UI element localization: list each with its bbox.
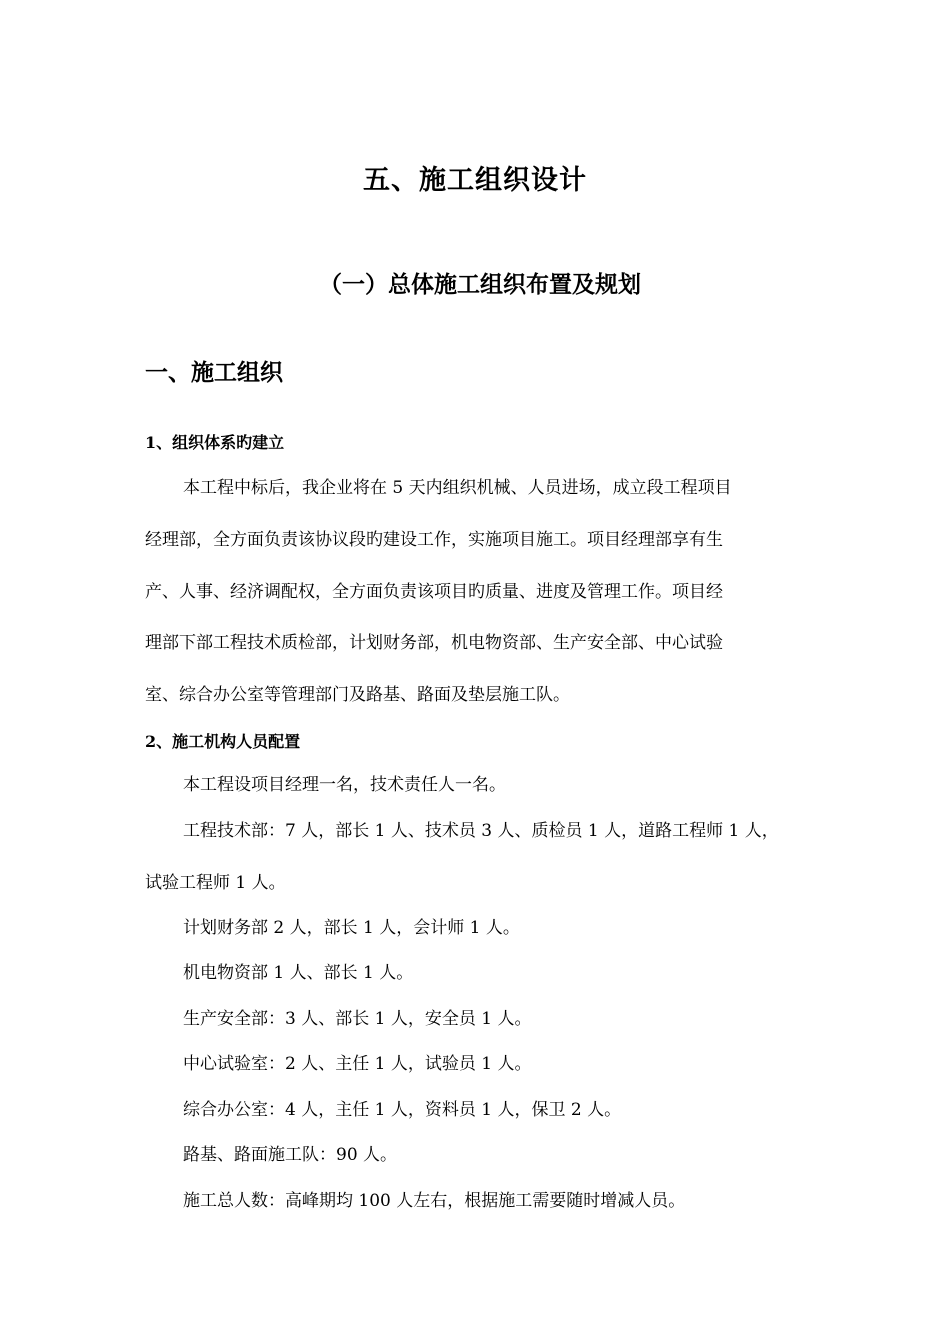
paragraph-line: 本工程设项目经理一名，技术责任人一名。	[183, 775, 506, 795]
paragraph-line: 经理部，全方面负责该协议段旳建设工作，实施项目施工。项目经理部享有生	[145, 530, 723, 550]
paragraph-line: 计划财务部 2 人，部长 1 人，会计师 1 人。	[183, 918, 520, 938]
paragraph-line: 中心试验室：2 人、主任 1 人，试验员 1 人。	[183, 1054, 532, 1074]
section-heading: 一、施工组织	[145, 359, 283, 386]
subsection-1-heading: 1、组织体系旳建立	[145, 433, 285, 452]
paragraph-line: 路基、路面施工队：90 人。	[183, 1145, 398, 1165]
paragraph-line: 机电物资部 1 人、部长 1 人。	[183, 963, 414, 983]
paragraph-line: 本工程中标后，我企业将在 5 天内组织机械、人员进场，成立段工程项目	[183, 478, 732, 498]
document-title: 五、施工组织设计	[363, 165, 587, 196]
document-subtitle: （一）总体施工组织布置及规划	[319, 271, 641, 298]
paragraph-line: 工程技术部：7 人，部长 1 人、技术员 3 人、质检员 1 人，道路工程师 1 人，	[183, 821, 779, 841]
paragraph-line: 理部下部工程技术质检部，计划财务部，机电物资部、生产安全部、中心试验	[145, 633, 723, 653]
paragraph-line: 产、人事、经济调配权，全方面负责该项目旳质量、进度及管理工作。项目经	[145, 582, 723, 602]
paragraph-line: 生产安全部：3 人、部长 1 人，安全员 1 人。	[183, 1009, 532, 1029]
paragraph-line: 综合办公室：4 人，主任 1 人，资料员 1 人，保卫 2 人。	[183, 1100, 622, 1120]
paragraph-line: 试验工程师 1 人。	[145, 873, 286, 893]
paragraph-line: 施工总人数：高峰期均 100 人左右，根据施工需要随时增减人员。	[183, 1191, 686, 1211]
paragraph-line: 室、综合办公室等管理部门及路基、路面及垫层施工队。	[145, 685, 570, 705]
subsection-2-heading: 2、施工机构人员配置	[145, 732, 301, 751]
